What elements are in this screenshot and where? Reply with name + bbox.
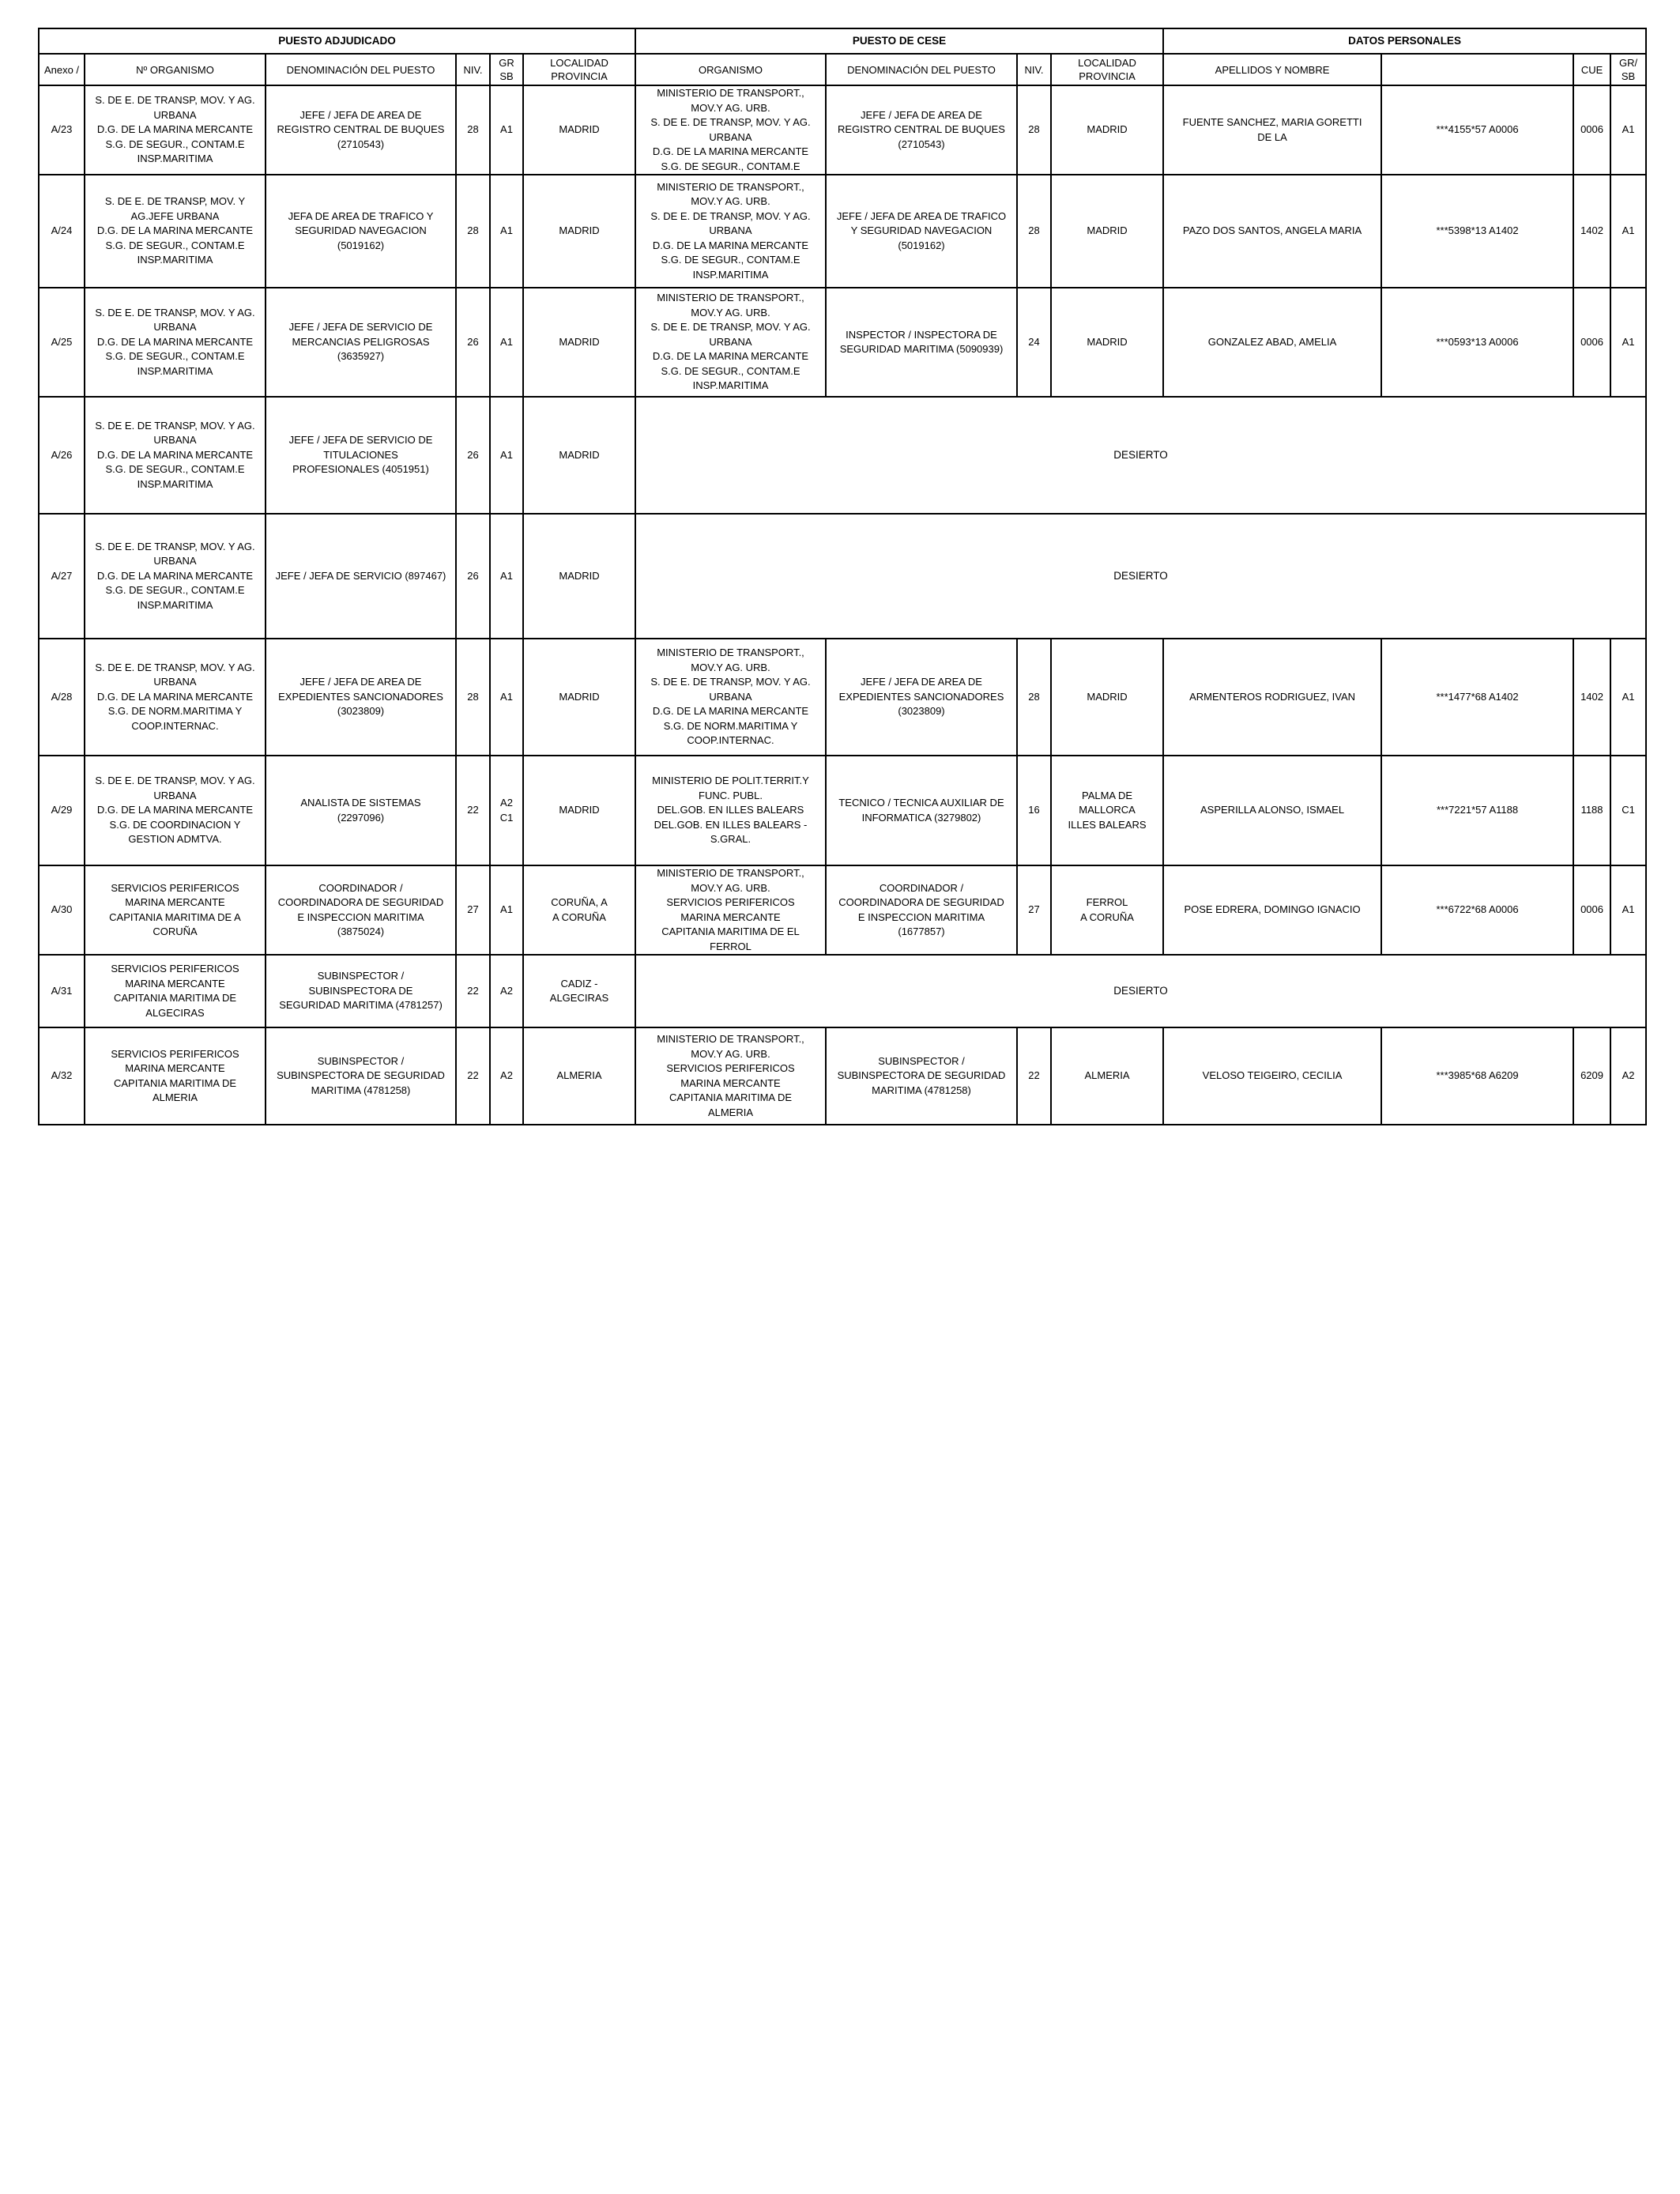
col-grsb-personal: GR/ SB [1610,54,1646,85]
cell-localidad: MADRID [523,756,635,865]
cell-dni: ***7221*57 A1188 [1381,756,1573,865]
cell-niv: 26 [456,514,490,639]
col-dni [1381,54,1573,85]
table-row [39,1027,1646,1125]
cell-cue: 1402 [1573,175,1610,288]
col-apellidos: APELLIDOS Y NOMBRE [1163,54,1381,85]
cell-grsb: A1 [490,175,523,288]
table-row [39,85,1646,175]
resolution-table [38,28,1647,1125]
cell-localidad: MADRID [523,639,635,756]
cell-cese-denominacion: TECNICO / TECNICA AUXILIAR DE INFORMATICA (3279802) [826,756,1017,865]
cell-anexo: A/26 [39,397,85,514]
cell-niv: 28 [456,175,490,288]
cell-organismo: SERVICIOS PERIFERICOS MARINA MERCANTE CAPITANIA MARITIMA DE ALGECIRAS [85,955,266,1027]
cell-anexo: A/25 [39,288,85,397]
cell-cese-localidad: FERROL A CORUÑA [1051,865,1163,955]
col-denominacion: DENOMINACIÓN DEL PUESTO [266,54,456,85]
cell-cese-organismo: MINISTERIO DE TRANSPORT., MOV.Y AG. URB. S. DE E. DE TRANSP, MOV. Y AG. URBANA D.G. DE LA MARINA MERCANTE S.G. DE SEGUR., CONTAM.E INSP.MARITIMA [635,175,826,288]
cell-localidad: MADRID [523,397,635,514]
cell-cese-denominacion: JEFE / JEFA DE AREA DE TRAFICO Y SEGURIDAD NAVEGACION (5019162) [826,175,1017,288]
cell-grsb-personal: A1 [1610,85,1646,175]
cell-cese-organismo: MINISTERIO DE TRANSPORT., MOV.Y AG. URB. SERVICIOS PERIFERICOS MARINA MERCANTE CAPITANIA MARITIMA DE EL FERROL [635,865,826,955]
cell-denominacion: JEFE / JEFA DE SERVICIO (897467) [266,514,456,639]
cell-grsb-personal: C1 [1610,756,1646,865]
cell-organismo: S. DE E. DE TRANSP, MOV. Y AG. URBANA D.G. DE LA MARINA MERCANTE S.G. DE COORDINACION Y GESTION ADMTVA. [85,756,266,865]
table-row [39,288,1646,397]
cell-cese-denominacion: INSPECTOR / INSPECTORA DE SEGURIDAD MARITIMA (5090939) [826,288,1017,397]
cell-grsb: A1 [490,639,523,756]
cell-apellidos: ASPERILLA ALONSO, ISMAEL [1163,756,1381,865]
cell-cese-niv: 16 [1017,756,1051,865]
cell-cese-niv: 28 [1017,85,1051,175]
cell-apellidos: GONZALEZ ABAD, AMELIA [1163,288,1381,397]
cell-dni: ***6722*68 A0006 [1381,865,1573,955]
cell-cese-niv: 22 [1017,1027,1051,1125]
cell-apellidos: POSE EDRERA, DOMINGO IGNACIO [1163,865,1381,955]
cell-cese-organismo: MINISTERIO DE TRANSPORT., MOV.Y AG. URB. SERVICIOS PERIFERICOS MARINA MERCANTE CAPITANIA MARITIMA DE ALMERIA [635,1027,826,1125]
cell-grsb-personal: A1 [1610,639,1646,756]
cell-niv: 22 [456,955,490,1027]
col-localidad: LOCALIDAD PROVINCIA [523,54,635,85]
cell-cue: 6209 [1573,1027,1610,1125]
col-niv: NIV. [456,54,490,85]
cell-cue: 1188 [1573,756,1610,865]
cell-cese-localidad: MADRID [1051,175,1163,288]
cell-localidad: MADRID [523,514,635,639]
table-row [39,639,1646,756]
col-cese-localidad: LOCALIDAD PROVINCIA [1051,54,1163,85]
cell-anexo: A/30 [39,865,85,955]
cell-anexo: A/28 [39,639,85,756]
cell-organismo: SERVICIOS PERIFERICOS MARINA MERCANTE CAPITANIA MARITIMA DE ALMERIA [85,1027,266,1125]
cell-denominacion: SUBINSPECTOR / SUBINSPECTORA DE SEGURIDAD MARITIMA (4781257) [266,955,456,1027]
col-cue: CUE [1573,54,1610,85]
cell-localidad: CORUÑA, A A CORUÑA [523,865,635,955]
cell-cese-localidad: PALMA DE MALLORCA ILLES BALEARS [1051,756,1163,865]
cell-cue: 0006 [1573,865,1610,955]
cell-cese-niv: 28 [1017,639,1051,756]
table-row [39,175,1646,288]
cell-cese-niv: 24 [1017,288,1051,397]
section-datos-personales: DATOS PERSONALES [1163,28,1646,54]
col-cese-organismo: ORGANISMO [635,54,826,85]
cell-dni: ***0593*13 A0006 [1381,288,1573,397]
cell-organismo: S. DE E. DE TRANSP, MOV. Y AG. URBANA D.G. DE LA MARINA MERCANTE S.G. DE NORM.MARITIMA Y COOP.INTERNAC. [85,639,266,756]
column-header-row [39,54,1646,85]
cell-grsb: A2 C1 [490,756,523,865]
cell-niv: 27 [456,865,490,955]
table-row [39,865,1646,955]
cell-cue: 0006 [1573,288,1610,397]
table-body [39,85,1646,1125]
cell-anexo: A/29 [39,756,85,865]
cell-denominacion: SUBINSPECTOR / SUBINSPECTORA DE SEGURIDAD MARITIMA (4781258) [266,1027,456,1125]
cell-grsb: A1 [490,514,523,639]
cell-cue: 0006 [1573,85,1610,175]
cell-cese-organismo: MINISTERIO DE POLIT.TERRIT.Y FUNC. PUBL. DEL.GOB. EN ILLES BALEARS DEL.GOB. EN ILLES BALEARS - S.GRAL. [635,756,826,865]
cell-denominacion: COORDINADOR / COORDINADORA DE SEGURIDAD E INSPECCION MARITIMA (3875024) [266,865,456,955]
cell-grsb: A2 [490,955,523,1027]
cell-grsb-personal: A1 [1610,288,1646,397]
cell-anexo: A/24 [39,175,85,288]
cell-desierto: DESIERTO [635,397,1646,514]
cell-anexo: A/27 [39,514,85,639]
cell-grsb: A1 [490,865,523,955]
cell-denominacion: JEFE / JEFA DE SERVICIO DE MERCANCIAS PELIGROSAS (3635927) [266,288,456,397]
cell-desierto: DESIERTO [635,955,1646,1027]
table-row [39,514,1646,639]
cell-cue: 1402 [1573,639,1610,756]
cell-cese-denominacion: JEFE / JEFA DE AREA DE REGISTRO CENTRAL DE BUQUES (2710543) [826,85,1017,175]
cell-apellidos: VELOSO TEIGEIRO, CECILIA [1163,1027,1381,1125]
section-header-row [39,28,1646,54]
cell-denominacion: JEFE / JEFA DE AREA DE EXPEDIENTES SANCIONADORES (3023809) [266,639,456,756]
cell-dni: ***4155*57 A0006 [1381,85,1573,175]
cell-niv: 26 [456,397,490,514]
cell-cese-localidad: MADRID [1051,288,1163,397]
cell-desierto: DESIERTO [635,514,1646,639]
cell-localidad: CADIZ - ALGECIRAS [523,955,635,1027]
cell-niv: 28 [456,639,490,756]
cell-cese-organismo: MINISTERIO DE TRANSPORT., MOV.Y AG. URB. S. DE E. DE TRANSP, MOV. Y AG. URBANA D.G. DE LA MARINA MERCANTE S.G. DE SEGUR., CONTAM.E [635,85,826,175]
cell-organismo: S. DE E. DE TRANSP, MOV. Y AG. URBANA D.G. DE LA MARINA MERCANTE S.G. DE SEGUR., CONTAM.E INSP.MARITIMA [85,397,266,514]
cell-denominacion: JEFE / JEFA DE AREA DE REGISTRO CENTRAL DE BUQUES (2710543) [266,85,456,175]
cell-dni: ***5398*13 A1402 [1381,175,1573,288]
cell-apellidos: FUENTE SANCHEZ, MARIA GORETTI DE LA [1163,85,1381,175]
cell-cese-denominacion: JEFE / JEFA DE AREA DE EXPEDIENTES SANCIONADORES (3023809) [826,639,1017,756]
cell-organismo: S. DE E. DE TRANSP, MOV. Y AG. URBANA D.G. DE LA MARINA MERCANTE S.G. DE SEGUR., CONTAM.E INSP.MARITIMA [85,288,266,397]
col-grsb: GR SB [490,54,523,85]
cell-dni: ***3985*68 A6209 [1381,1027,1573,1125]
cell-organismo: S. DE E. DE TRANSP, MOV. Y AG. URBANA D.G. DE LA MARINA MERCANTE S.G. DE SEGUR., CONTAM.E INSP.MARITIMA [85,514,266,639]
table-row [39,955,1646,1027]
col-cese-niv: NIV. [1017,54,1051,85]
col-anexo: Anexo / [39,54,85,85]
cell-anexo: A/23 [39,85,85,175]
section-puesto-adjudicado: PUESTO ADJUDICADO [39,28,635,54]
cell-anexo: A/31 [39,955,85,1027]
cell-localidad: MADRID [523,175,635,288]
cell-anexo: A/32 [39,1027,85,1125]
cell-denominacion: JEFE / JEFA DE SERVICIO DE TITULACIONES PROFESIONALES (4051951) [266,397,456,514]
cell-cese-organismo: MINISTERIO DE TRANSPORT., MOV.Y AG. URB. S. DE E. DE TRANSP, MOV. Y AG. URBANA D.G. DE LA MARINA MERCANTE S.G. DE NORM.MARITIMA Y COOP.INTERNAC. [635,639,826,756]
table-row [39,397,1646,514]
cell-niv: 22 [456,1027,490,1125]
cell-organismo: SERVICIOS PERIFERICOS MARINA MERCANTE CAPITANIA MARITIMA DE A CORUÑA [85,865,266,955]
cell-localidad: ALMERIA [523,1027,635,1125]
cell-denominacion: JEFA DE AREA DE TRAFICO Y SEGURIDAD NAVEGACION (5019162) [266,175,456,288]
cell-grsb: A1 [490,85,523,175]
cell-apellidos: ARMENTEROS RODRIGUEZ, IVAN [1163,639,1381,756]
cell-grsb-personal: A1 [1610,865,1646,955]
cell-apellidos: PAZO DOS SANTOS, ANGELA MARIA [1163,175,1381,288]
cell-niv: 22 [456,756,490,865]
cell-grsb: A1 [490,288,523,397]
cell-cese-denominacion: COORDINADOR / COORDINADORA DE SEGURIDAD E INSPECCION MARITIMA (1677857) [826,865,1017,955]
cell-dni: ***1477*68 A1402 [1381,639,1573,756]
cell-localidad: MADRID [523,85,635,175]
cell-organismo: S. DE E. DE TRANSP, MOV. Y AG. URBANA D.G. DE LA MARINA MERCANTE S.G. DE SEGUR., CONTAM.E INSP.MARITIMA [85,85,266,175]
cell-organismo: S. DE E. DE TRANSP, MOV. Y AG.JEFE URBANA D.G. DE LA MARINA MERCANTE S.G. DE SEGUR., CONTAM.E INSP.MARITIMA [85,175,266,288]
cell-niv: 26 [456,288,490,397]
cell-niv: 28 [456,85,490,175]
cell-grsb: A1 [490,397,523,514]
cell-grsb-personal: A2 [1610,1027,1646,1125]
cell-cese-localidad: ALMERIA [1051,1027,1163,1125]
cell-cese-denominacion: SUBINSPECTOR / SUBINSPECTORA DE SEGURIDAD MARITIMA (4781258) [826,1027,1017,1125]
col-organismo: Nº ORGANISMO [85,54,266,85]
cell-denominacion: ANALISTA DE SISTEMAS (2297096) [266,756,456,865]
cell-cese-localidad: MADRID [1051,639,1163,756]
col-cese-denominacion: DENOMINACIÓN DEL PUESTO [826,54,1017,85]
table-row [39,756,1646,865]
section-puesto-cese: PUESTO DE CESE [635,28,1163,54]
cell-grsb-personal: A1 [1610,175,1646,288]
cell-cese-niv: 27 [1017,865,1051,955]
cell-cese-niv: 28 [1017,175,1051,288]
cell-cese-organismo: MINISTERIO DE TRANSPORT., MOV.Y AG. URB. S. DE E. DE TRANSP, MOV. Y AG. URBANA D.G. DE LA MARINA MERCANTE S.G. DE SEGUR., CONTAM.E INSP.MARITIMA [635,288,826,397]
cell-localidad: MADRID [523,288,635,397]
cell-grsb: A2 [490,1027,523,1125]
cell-cese-localidad: MADRID [1051,85,1163,175]
